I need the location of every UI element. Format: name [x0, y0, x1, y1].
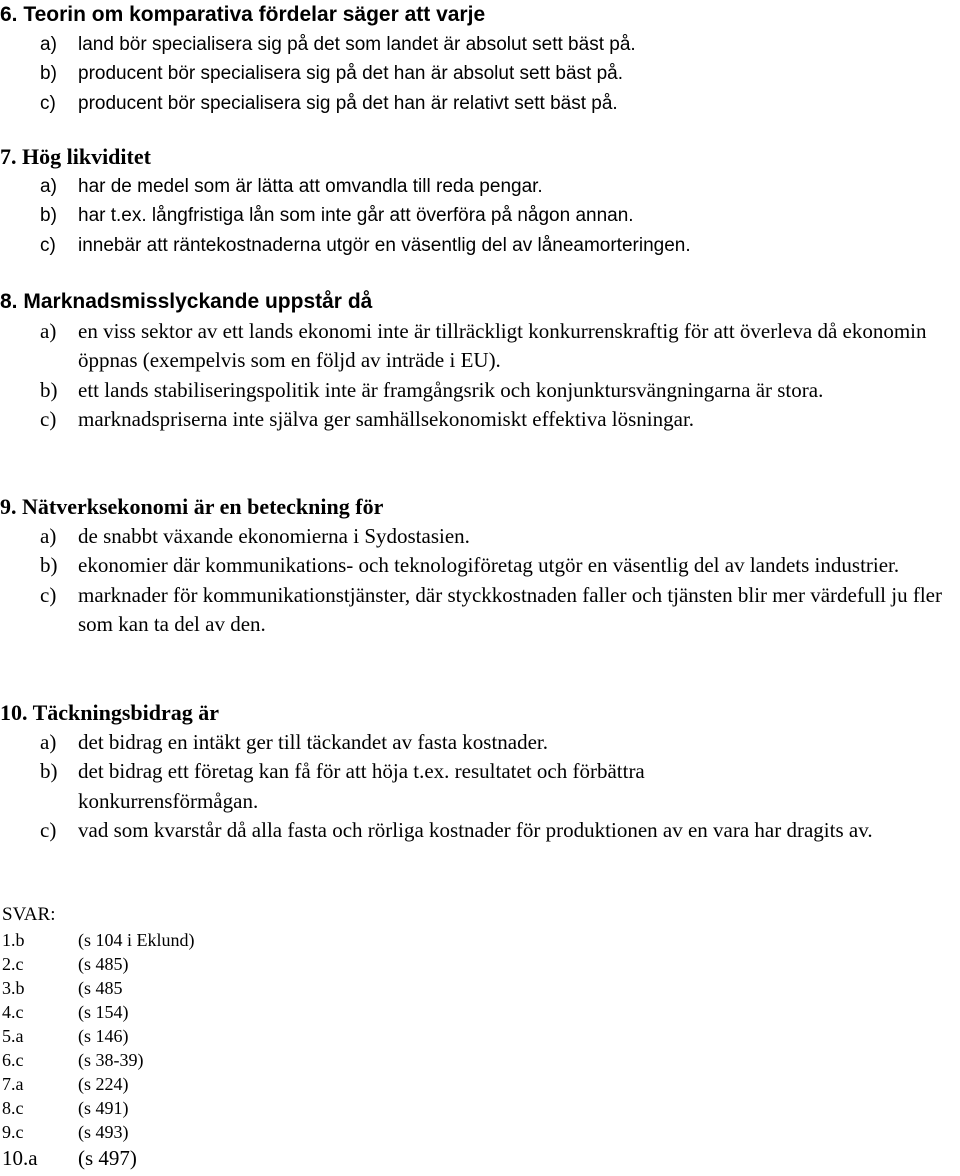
option-label: a): [40, 176, 57, 197]
question-9: [0, 492, 960, 639]
answer-row: [2, 952, 129, 976]
question-heading: 6. Teorin om komparativa fördelar säger att varje: [0, 3, 486, 26]
option-text: ett lands stabiliseringspolitik inte är framgångsrik och konjunktursvängningarna är stora.: [78, 377, 824, 402]
option-text: land bör specialisera sig på det som landet är absolut sett bäst på.: [78, 34, 636, 55]
answer-number: 10.a: [2, 1146, 38, 1170]
option-label: b): [40, 759, 58, 784]
option-label: a): [40, 730, 57, 754]
option-b: [0, 757, 960, 816]
option-text: ekonomier där kommunikations- och teknologiföretag utgör en väsentlig del av landets industrier.: [78, 553, 900, 578]
option-c: [0, 89, 960, 118]
option-a: [0, 30, 960, 59]
answer-row: [2, 1000, 129, 1024]
answer-number: 6.c: [2, 1050, 24, 1070]
option-label: b): [40, 377, 58, 402]
answers-title: SVAR:: [2, 904, 56, 925]
question-8: [0, 287, 960, 434]
answer-number: 3.b: [2, 978, 25, 998]
option-label: b): [40, 63, 57, 85]
answer-row: [2, 1146, 137, 1170]
answer-number: 8.c: [2, 1098, 24, 1118]
answer-number: 1.b: [2, 930, 25, 950]
option-b: [0, 59, 960, 88]
answer-reference: (s 146): [78, 1026, 129, 1046]
question-10: [0, 698, 960, 845]
answer-row: [2, 1120, 129, 1144]
option-label: c): [40, 582, 57, 607]
answer-number: 7.a: [2, 1074, 24, 1094]
option-text: det bidrag ett företag kan få för att höja t.ex. resultatet och förbättra konkurrensförmågan.: [78, 759, 645, 813]
question-heading: 9. Nätverksekonomi är en beteckning för: [0, 494, 384, 519]
option-label: a): [40, 524, 57, 548]
option-text: har t.ex. långfristiga lån som inte går att överföra på någon annan.: [78, 205, 634, 227]
answer-row: [2, 1096, 129, 1120]
option-a: [0, 317, 960, 376]
option-text: marknadspriserna inte själva ger samhällsekonomiskt effektiva lösningar.: [78, 406, 695, 431]
question-7: [0, 142, 960, 260]
option-b: [0, 551, 960, 580]
question-heading: 7. Hög likviditet: [0, 144, 151, 169]
answer-reference: (s 491): [78, 1098, 129, 1118]
answer-reference: (s 485: [78, 978, 123, 998]
answer-reference: (s 38-39): [78, 1050, 144, 1070]
option-label: a): [40, 34, 57, 55]
question-6: [0, 0, 960, 118]
answer-reference: (s 154): [78, 1002, 129, 1022]
option-a: [0, 728, 960, 757]
answer-number: 2.c: [2, 954, 24, 974]
option-label: c): [40, 234, 56, 256]
answer-number: 4.c: [2, 1002, 24, 1022]
option-text: vad som kvarstår då alla fasta och rörliga kostnader för produktionen av en vara har dragits av.: [78, 817, 873, 842]
answer-reference: (s 485): [78, 954, 129, 974]
answer-reference: (s 493): [78, 1122, 129, 1142]
option-label: a): [40, 319, 57, 343]
option-a: [0, 522, 960, 551]
answer-reference: (s 224): [78, 1074, 129, 1094]
option-text: marknader för kommunikationstjänster, där styckkostnaden faller och tjänsten blir mer värdefull ju fler som kan ta del av den.: [78, 582, 942, 636]
option-b: [0, 201, 960, 230]
option-text: de snabbt växande ekonomierna i Sydostasien.: [78, 524, 470, 548]
answer-reference: (s 104 i Eklund): [78, 930, 195, 950]
option-label: b): [40, 205, 57, 227]
option-a: [0, 172, 960, 201]
answer-row: [2, 1072, 129, 1096]
option-text: producent bör specialisera sig på det han är absolut sett bäst på.: [78, 63, 624, 85]
option-label: c): [40, 817, 57, 842]
answer-number: 9.c: [2, 1122, 24, 1142]
answer-number: 5.a: [2, 1026, 24, 1046]
answer-row: [2, 976, 123, 1000]
option-c: [0, 405, 960, 434]
option-c: [0, 231, 960, 260]
option-text: en viss sektor av ett lands ekonomi inte är tillräckligt konkurrenskraftig för att överleva då ekonomin öppnas (exempelvis som en följd av inträde i EU).: [78, 319, 927, 373]
option-label: c): [40, 92, 56, 114]
option-b: [0, 376, 960, 405]
option-text: det bidrag en intäkt ger till täckandet av fasta kostnader.: [78, 730, 548, 754]
option-text: har de medel som är lätta att omvandla till reda pengar.: [78, 176, 543, 197]
answer-row: [2, 928, 195, 952]
question-heading: 10. Täckningsbidrag är: [0, 700, 220, 725]
option-c: [0, 816, 960, 845]
answer-reference: (s 497): [78, 1146, 137, 1170]
answer-row: [2, 1024, 129, 1048]
option-c: [0, 581, 960, 640]
option-text: innebär att räntekostnaderna utgör en väsentlig del av låneamorteringen.: [78, 234, 691, 256]
question-heading: 8. Marknadsmisslyckande uppstår då: [0, 290, 373, 313]
option-label: b): [40, 553, 58, 578]
answer-row: [2, 1048, 144, 1072]
option-label: c): [40, 406, 57, 431]
option-text: producent bör specialisera sig på det han är relativt sett bäst på.: [78, 92, 618, 114]
